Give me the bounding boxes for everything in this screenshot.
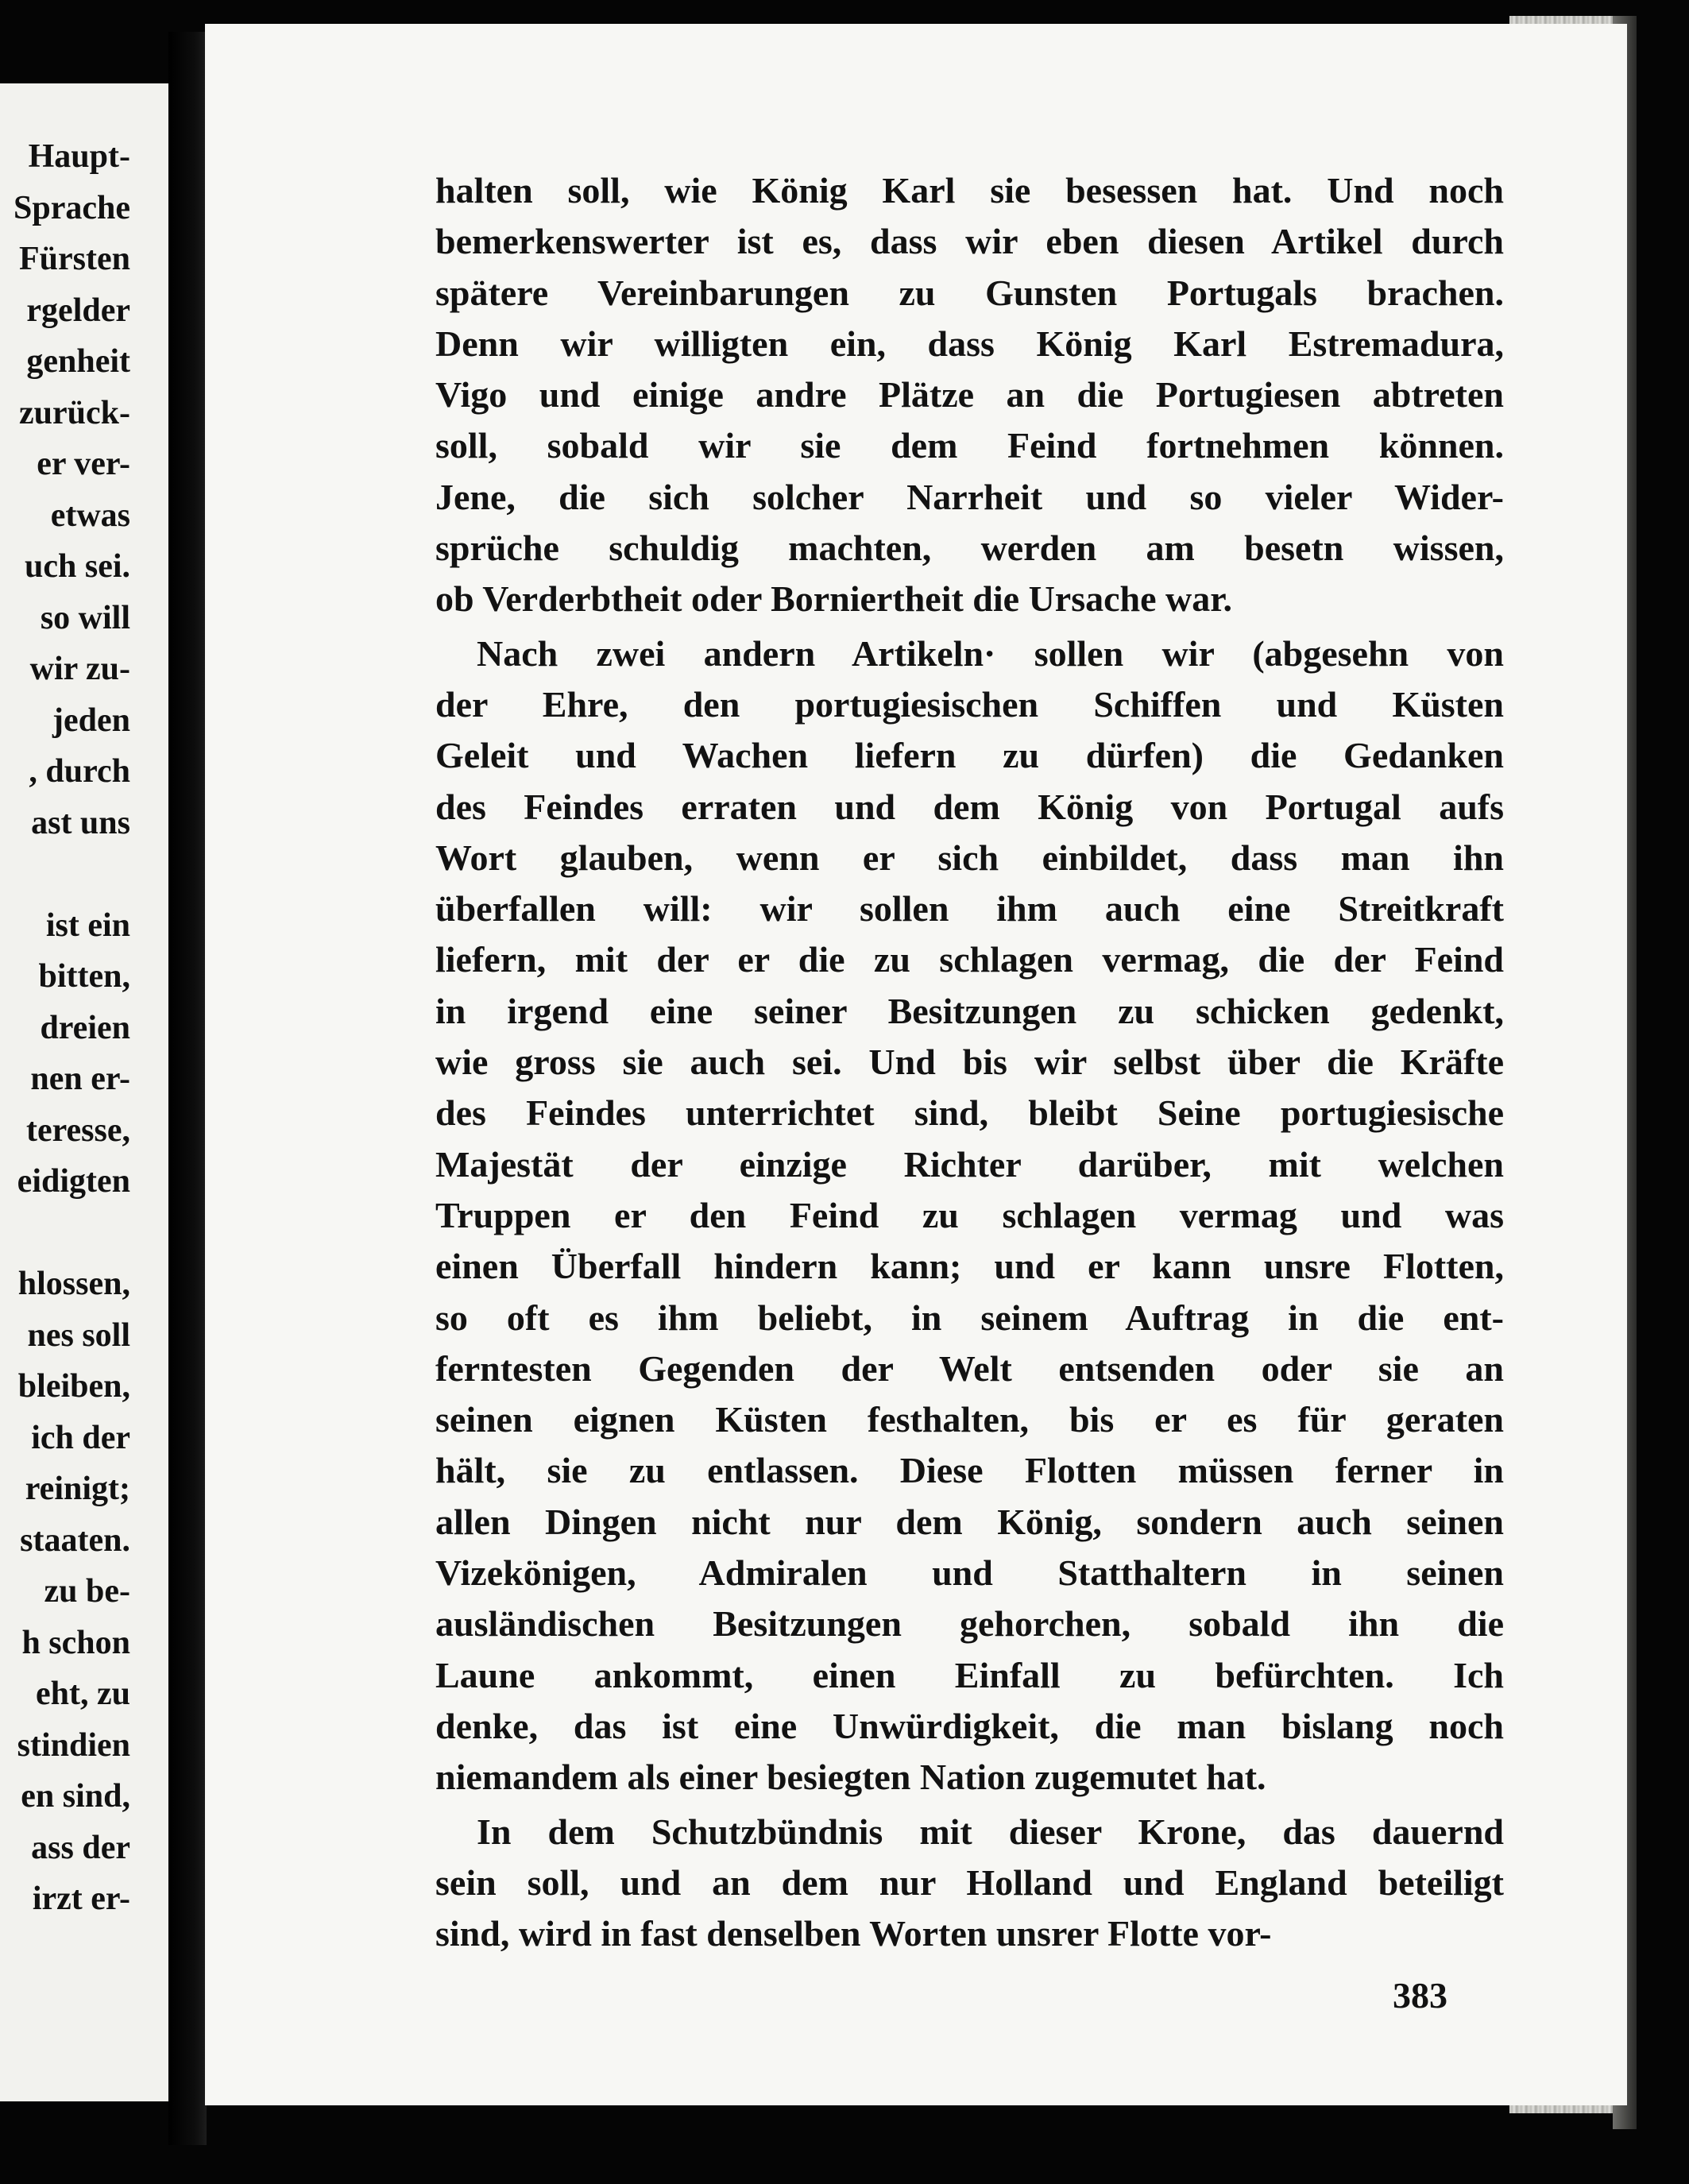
- left-page-line: wir zu-: [29, 651, 130, 687]
- left-page-line: staaten.: [20, 1521, 130, 1559]
- left-page-line: er ver-: [37, 446, 130, 482]
- left-page-line: stindien: [17, 1726, 130, 1764]
- page-number: 383: [1393, 1975, 1447, 2016]
- left-page-line: genheit: [26, 343, 130, 380]
- left-page-line: ast uns: [31, 804, 130, 841]
- text-line: denke, das ist eine Unwürdigkeit, die man bislang noch: [435, 1705, 1504, 1746]
- left-page-line: Sprache: [14, 189, 130, 226]
- left-page-line: rgelder: [26, 292, 130, 329]
- text-line: halten soll, wie König Karl sie besessen hat. Und noch: [435, 170, 1504, 211]
- text-line: Nach zwei andern Artikeln· sollen wir (abgesehn von: [477, 632, 1504, 674]
- left-page-line: ass der: [31, 1829, 130, 1866]
- text-line: Vigo und einige andre Plätze an die Portugiesen abtreten: [435, 374, 1504, 416]
- text-line: sprüche schuldig machten, werden am besetn wissen,: [435, 528, 1504, 569]
- left-page-line: Haupt-: [28, 138, 130, 175]
- left-page-line: uch sei.: [24, 548, 130, 585]
- left-page-line: Fürsten: [19, 241, 130, 277]
- text-line: allen Dingen nicht nur dem König, sondern auch seinen: [435, 1501, 1504, 1542]
- text-line: Denn wir willigten ein, dass König Karl Estremadura,: [435, 323, 1504, 364]
- left-page-line: en sind,: [21, 1778, 130, 1815]
- left-page-line: so will: [40, 599, 130, 636]
- text-line: ob Verderbtheit oder Borniertheit die Ursache war.: [435, 578, 1232, 620]
- text-line: soll, sobald wir sie dem Feind fortnehmen können.: [435, 425, 1504, 466]
- left-page-line: jeden: [52, 702, 130, 739]
- left-page-line: hlossen,: [17, 1266, 130, 1302]
- text-line: Truppen er den Feind zu schlagen vermag und was: [435, 1194, 1504, 1235]
- left-page-line: h schon: [21, 1624, 130, 1661]
- left-page-line: bleiben,: [17, 1368, 130, 1405]
- left-page-line: ist ein: [45, 906, 130, 944]
- text-line: Laune ankommt, einen Einfall zu befürchten. Ich: [435, 1654, 1504, 1695]
- text-line: des Feindes erraten und dem König von Portugal aufs: [435, 786, 1504, 827]
- body-text: [435, 165, 1504, 1959]
- text-line: ferntesten Gegenden der Welt entsenden oder sie an: [435, 1347, 1504, 1389]
- text-line: überfallen will: wir sollen ihm auch eine Streitkraft: [435, 888, 1504, 930]
- text-line: sind, wird in fast denselben Worten unsrer Flotte vor-: [435, 1913, 1272, 1954]
- text-line: bemerkenswerter ist es, dass wir eben diesen Artikel durch: [435, 221, 1504, 262]
- left-page-line: etwas: [50, 497, 130, 534]
- left-page-line: eht, zu: [36, 1676, 130, 1712]
- left-page-line: nen er-: [30, 1061, 130, 1097]
- left-page-line: nes soll: [27, 1316, 130, 1354]
- text-line: einen Überfall hindern kann; und er kann unsre Flotten,: [435, 1246, 1504, 1287]
- paragraph: [435, 628, 1504, 1803]
- left-page-line: reinigt;: [25, 1471, 130, 1507]
- paragraph: [435, 165, 1504, 625]
- left-page-line: bitten,: [38, 958, 130, 995]
- left-page-line: [14, 848, 130, 900]
- paragraph: [435, 1807, 1504, 1960]
- left-page-line: teresse,: [26, 1111, 130, 1149]
- text-line: niemandem als einer besiegten Nation zugemutet hat.: [435, 1757, 1266, 1798]
- left-page-fragment: [0, 83, 168, 2101]
- text-line: spätere Vereinbarungen zu Gunsten Portugals brachen.: [435, 272, 1504, 313]
- left-page-line: [14, 1208, 130, 1259]
- book-gutter: [168, 32, 207, 2145]
- text-line: In dem Schutzbündnis mit dieser Krone, das dauernd: [477, 1811, 1504, 1852]
- text-line: der Ehre, den portugiesischen Schiffen und Küsten: [435, 683, 1504, 725]
- left-page-line: irzt er-: [32, 1881, 130, 1917]
- text-line: Geleit und Wachen liefern zu dürfen) die Gedanken: [435, 735, 1504, 776]
- text-line: so oft es ihm beliebt, in seinem Auftrag in die ent-: [435, 1297, 1504, 1338]
- text-line: sein soll, und an dem nur Holland und England beteiligt: [435, 1861, 1504, 1903]
- text-line: ausländischen Besitzungen gehorchen, sobald ihn die: [435, 1603, 1504, 1645]
- left-page-line: eidigten: [17, 1163, 130, 1200]
- left-page-line: zu be-: [44, 1573, 130, 1610]
- left-page-text: [14, 131, 130, 1925]
- text-line: Wort glauben, wenn er sich einbildet, dass man ihn: [435, 837, 1504, 878]
- left-page-line: zurück-: [19, 394, 130, 431]
- text-line: seinen eignen Küsten festhalten, bis er es für geraten: [435, 1399, 1504, 1440]
- text-line: Vizekönigen, Admiralen und Statthaltern in seinen: [435, 1552, 1504, 1594]
- text-line: wie gross sie auch sei. Und bis wir selbst über die Kräfte: [435, 1042, 1504, 1083]
- text-line: hält, sie zu entlassen. Diese Flotten müssen ferner in: [435, 1450, 1504, 1491]
- left-page-line: dreien: [40, 1009, 130, 1046]
- text-line: Majestät der einzige Richter darüber, mit welchen: [435, 1143, 1504, 1185]
- text-line: in irgend eine seiner Besitzungen zu schicken gedenkt,: [435, 990, 1504, 1031]
- right-page: [205, 24, 1627, 2105]
- text-line: des Feindes unterrichtet sind, bleibt Seine portugiesische: [435, 1092, 1504, 1134]
- text-line: liefern, mit der er die zu schlagen vermag, die der Feind: [435, 939, 1504, 980]
- left-page-line: , durch: [29, 753, 130, 790]
- left-page-line: ich der: [31, 1419, 130, 1456]
- text-line: Jene, die sich solcher Narrheit und so vieler Wider-: [435, 476, 1504, 517]
